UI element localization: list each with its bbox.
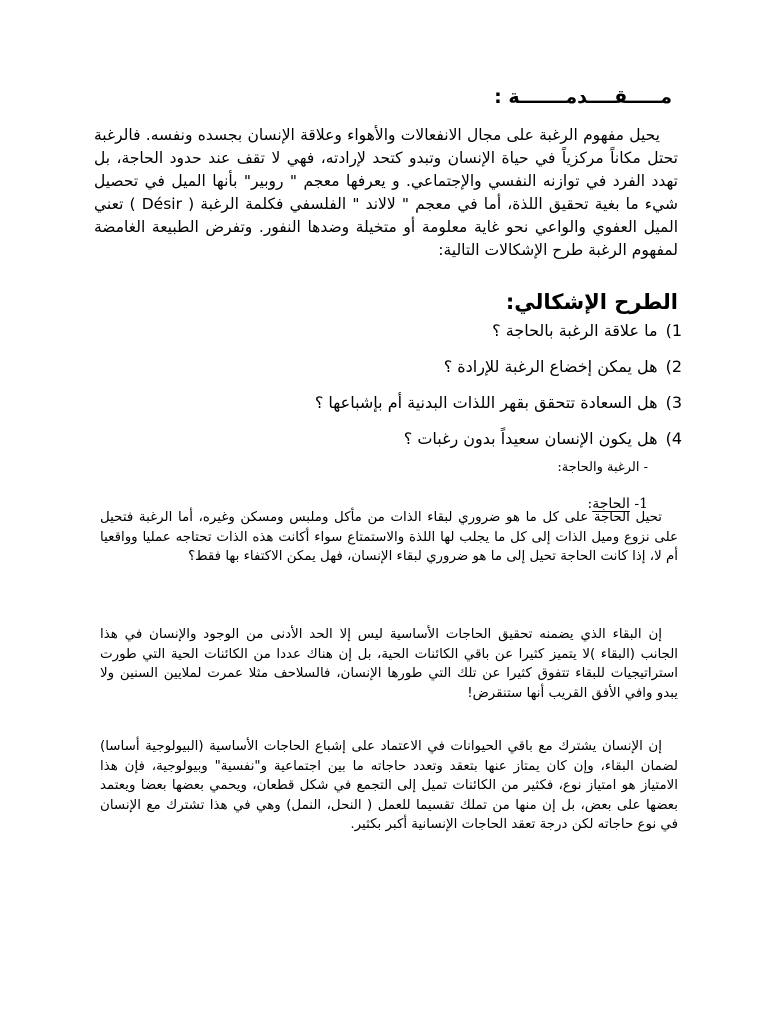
question-list	[315, 318, 682, 462]
intro-paragraph: يحيل مفهوم الرغبة على مجال الانفعالات والأهواء وعلاقة الإنسان بجسده ونفسه. فالرغبة تحتل مكاناً مركزياً في حياة الإنسان وتبدو كتحد لإرادته، فهي لا تقف عند حدود الحاجة، بل تهدد الفرد في توازنه النفسي والإجتماعي. و يعرفها معجم " روبير" بأنها الميل في تحصيل شيء ما بغية تحقيق اللذة، أما في معجم " لالاند " الفلسفي فكلمة الرغبة ( Désir ) تعني الميل العفوي والواعي نحو غاية معلومة أو متخيلة وضدها النفور. وتفرض الطبيعة الغامضة لمفهوم الرغبة طرح الإشكالات التالية:	[94, 126, 679, 259]
subheading-number: 1-	[634, 496, 648, 512]
page-title: مـــــقــــدمـــــــة :	[494, 86, 672, 108]
question-text: هل يكون الإنسان سعيداً بدون رغبات ؟	[403, 429, 658, 448]
subheading-suffix: :	[587, 496, 593, 512]
question-number: 2)	[665, 357, 682, 376]
question-item	[315, 354, 682, 390]
subheading-label: الحاجة	[592, 496, 630, 512]
question-text: هل يمكن إخضاع الرغبة للإرادة ؟	[443, 357, 658, 376]
question-number: 4)	[665, 429, 682, 448]
question-text: هل السعادة تتحقق بقهر اللذات البدنية أم بإشباعها ؟	[314, 393, 658, 412]
body-paragraph-1: تحيل الحاجة على كل ما هو ضروري لبقاء الذات من مأكل وملبس ومسكن وغيره، أما الرغبة فتحيل على نزوع وميل الذات إلى كل ما يجلب لها اللذة والاستمتاع سواء أكانت هذه الذات تحتاجه عمليا وواقعيا أم لا، إذا كانت الحاجة تحيل إلى ما هو ضروري لبقاء الإنسان، فهل يمكن الاكتفاء بها فقط؟	[100, 510, 678, 564]
body-paragraph-3: إن الإنسان يشترك مع باقي الحيوانات في الاعتماد على إشباع الحاجات الأساسية (البيولوجية أساسا) لضمان البقاء، وإن كان يمتاز عنها بتعقد وتعدد حاجاته ما بين اجتماعية و"نفسية" وبيولوجية، فإن هذا الامتياز هو امتياز نوع، فكثير من الكائنات تميل إلى التجمع في شكل قطعان، ويحمي بعضها بعضا ويعتمد بعضها على بعض، بل إن منها من تملك تقسيما للعمل ( النحل، النمل) وهي في هذا تشترك مع الإنسان في نوع حاجاته لكن درجة تعقد الحاجات الإنسانية أكبر بكثير.	[100, 739, 678, 832]
subheading-desire-need: - الرغبة والحاجة:	[557, 460, 648, 475]
body-paragraph-2: إن البقاء الذي يضمنه تحقيق الحاجات الأساسية ليس إلا الحد الأدنى من الوجود والإنسان في هذا الجانب (البقاء )لا يتميز كثيرا عن باقي الكائنات الحية، بل إن هناك عددا من الكائنات الحية التي طورت استراتيجيات للبقاء تتفوق كثيرا عن تلك التي طورها الإنسان، فالسلاحف مثلا عمرت لملايين السنين ولا يبدو وافي الأفق القريب أنها ستنقرض!	[100, 627, 678, 701]
question-item	[315, 426, 682, 462]
intro-section	[94, 124, 678, 262]
question-number: 1)	[665, 321, 682, 340]
question-item	[315, 318, 682, 354]
question-number: 3)	[665, 393, 682, 412]
question-item	[315, 390, 682, 426]
section-title: الطرح الإشكالي:	[505, 290, 678, 314]
question-text: ما علاقة الرغبة بالحاجة ؟	[492, 321, 658, 340]
